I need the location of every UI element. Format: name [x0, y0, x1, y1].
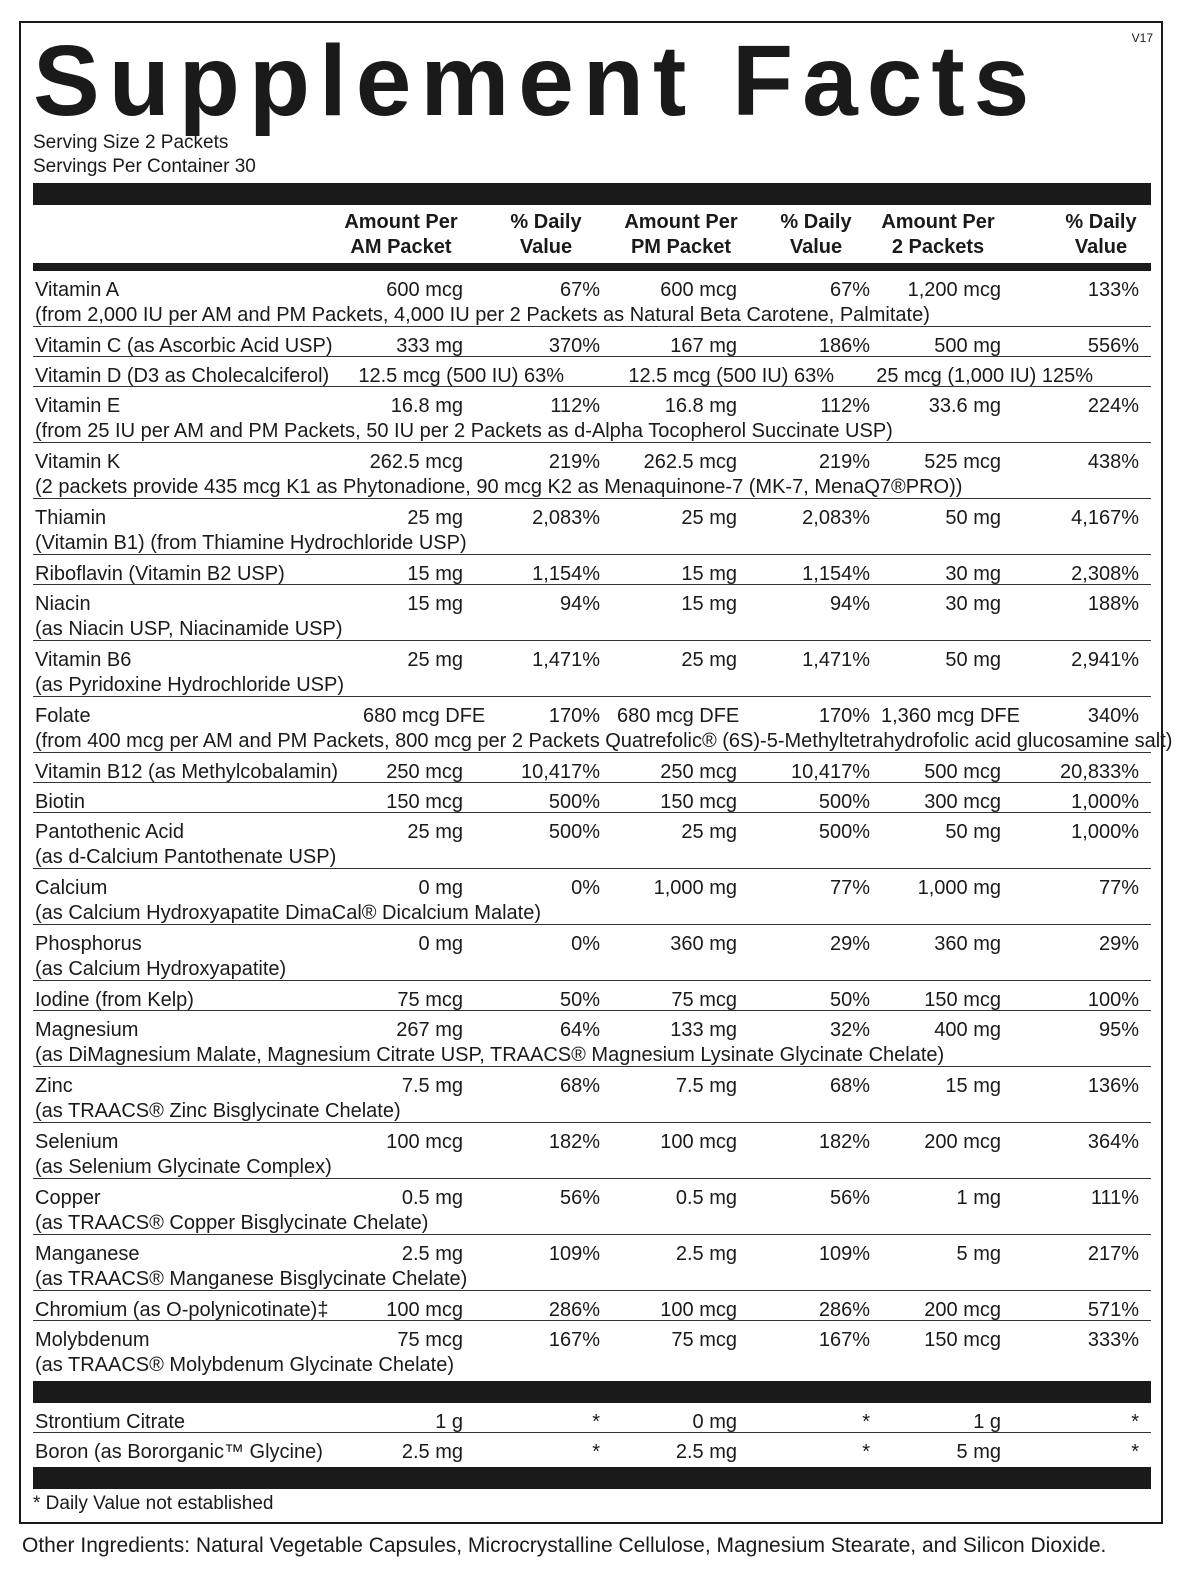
nutrient-source: (as d-Calcium Pantothenate USP) [35, 846, 337, 868]
table-row [33, 1433, 1151, 1463]
header-pm-amount: Amount Per PM Packet [624, 211, 738, 258]
pm-amount: 15 mg [681, 593, 737, 615]
am-amount: 16.8 mg [390, 395, 463, 417]
pm-daily-value: 182% [818, 1131, 870, 1153]
am-daily-value: 68% [559, 1075, 600, 1097]
two-packet-amount: 150 mcg [924, 1329, 1001, 1351]
two-packet-daily-value: 4,167% [1071, 507, 1139, 529]
nutrient-name: Pantothenic Acid [35, 821, 184, 843]
am-amount: 25 mg [407, 821, 463, 843]
two-packet-amount: 15 mg [945, 1075, 1001, 1097]
am-daily-value: * [592, 1441, 600, 1463]
panel-title: Supplement Facts [33, 25, 1039, 137]
am-amount: 2.5 mg [401, 1243, 463, 1265]
am-amount: 262.5 mcg [369, 451, 463, 473]
two-packet-daily-value: 188% [1087, 593, 1139, 615]
pm-amount: 133 mg [670, 1019, 737, 1041]
nutrient-name: Molybdenum [35, 1329, 150, 1351]
pm-amount: 0 mg [692, 1411, 737, 1433]
two-packet-daily-value: 571% [1087, 1299, 1139, 1321]
nutrient-name: Riboflavin (Vitamin B2 USP) [35, 563, 285, 585]
am-daily-value: 370% [548, 335, 600, 357]
pm-amount: 75 mcg [671, 1329, 737, 1351]
am-amount: 25 mg [407, 507, 463, 529]
pm-daily-value: 1,154% [802, 563, 870, 585]
thick-divider-bottom [33, 1467, 1151, 1489]
table-row [33, 585, 1151, 641]
pm-amount: 7.5 mg [675, 1075, 737, 1097]
pm-amount: 680 mcg DFE [617, 705, 740, 727]
table-row [33, 783, 1151, 813]
nutrient-table [33, 271, 1173, 1377]
am-daily-value: 56% [559, 1187, 600, 1209]
am-daily-value: 67% [559, 279, 600, 301]
pm-daily-value: 186% [818, 335, 870, 357]
pm-daily-value: 32% [829, 1019, 870, 1041]
table-row [33, 981, 1151, 1011]
pm-daily-value: 56% [829, 1187, 870, 1209]
am-daily-value: 64% [559, 1019, 600, 1041]
two-packet-amount: 30 mg [945, 563, 1001, 585]
am-amount: 250 mcg [386, 761, 463, 783]
pm-daily-value: 219% [818, 451, 870, 473]
am-amount: 0.5 mg [401, 1187, 463, 1209]
header-am-dv: % Daily Value [510, 211, 582, 258]
am-amount: 75 mcg [397, 1329, 463, 1351]
pm-amount: 262.5 mcg [643, 451, 737, 473]
nutrient-name: Strontium Citrate [35, 1411, 186, 1433]
nutrient-name: Iodine (from Kelp) [35, 989, 194, 1011]
pm-amount: 100 mcg [660, 1299, 737, 1321]
nutrient-source: (Vitamin B1) (from Thiamine Hydrochloride USP) [35, 532, 467, 554]
other-ingredients-table [33, 1403, 1151, 1463]
pm-daily-value: 286% [818, 1299, 870, 1321]
am-daily-value: 0% [571, 877, 600, 899]
nutrient-name: Calcium [35, 877, 108, 899]
pm-amount: 15 mg [681, 563, 737, 585]
other-ingredients: Other Ingredients: Natural Vegetable Capsules, Microcrystalline Cellulose, Magnesium Stearate, and Silicon Dioxide. [22, 1534, 1107, 1557]
two-packet-daily-value: 364% [1087, 1131, 1139, 1153]
nutrient-source: (as TRAACS® Manganese Bisglycinate Chelate) [35, 1268, 468, 1290]
nutrient-source: (as TRAACS® Copper Bisglycinate Chelate) [35, 1212, 429, 1234]
version-code: V17 [1131, 31, 1153, 45]
am-daily-value: 219% [548, 451, 600, 473]
am-amount: 15 mg [407, 563, 463, 585]
pm-amount: 600 mcg [660, 279, 737, 301]
am-amount: 0 mg [418, 877, 463, 899]
nutrient-source: (2 packets provide 435 mcg K1 as Phytonadione, 90 mcg K2 as Menaquinone-7 (MK-7, MenaQ7®PRO)) [35, 476, 963, 498]
two-packet-daily-value: 224% [1087, 395, 1139, 417]
nutrient-name: Vitamin A [35, 279, 120, 301]
nutrient-source: (as DiMagnesium Malate, Magnesium Citrate USP, TRAACS® Magnesium Lysinate Glycinate Chelate) [35, 1044, 945, 1066]
two-packet-amount: 1,360 mcg DFE [881, 705, 1020, 727]
pm-daily-value: 2,083% [802, 507, 870, 529]
header-am-amount: Amount Per AM Packet [344, 211, 458, 258]
table-row [33, 1067, 1151, 1123]
two-packet-amount: 50 mg [945, 507, 1001, 529]
table-row [33, 697, 1173, 753]
two-packet-amount: 200 mcg [924, 1299, 1001, 1321]
pm-amount: 12.5 mcg (500 IU) 63% [628, 365, 834, 387]
pm-amount: 360 mg [670, 933, 737, 955]
am-daily-value: 94% [559, 593, 600, 615]
nutrient-name: Vitamin E [35, 395, 121, 417]
pm-daily-value: 109% [818, 1243, 870, 1265]
am-amount: 75 mcg [397, 989, 463, 1011]
two-packet-daily-value: 136% [1087, 1075, 1139, 1097]
two-packet-daily-value: 217% [1087, 1243, 1139, 1265]
nutrient-source: (as Niacin USP, Niacinamide USP) [35, 618, 343, 640]
pm-amount: 25 mg [681, 649, 737, 671]
pm-daily-value: 500% [818, 791, 870, 813]
pm-daily-value: 112% [820, 395, 870, 417]
am-daily-value: 1,471% [532, 649, 600, 671]
am-daily-value: * [592, 1411, 600, 1433]
header-two-dv: % Daily Value [1065, 211, 1137, 258]
two-packet-amount: 50 mg [945, 649, 1001, 671]
two-packet-daily-value: * [1131, 1441, 1139, 1463]
two-packet-daily-value: 2,941% [1071, 649, 1139, 671]
two-packet-amount: 1 g [973, 1411, 1001, 1433]
nutrient-name: Vitamin B6 [35, 649, 132, 671]
table-row [33, 869, 1151, 925]
am-daily-value: 500% [548, 821, 600, 843]
two-packet-daily-value: 95% [1098, 1019, 1139, 1041]
nutrient-name: Boron (as Bororganic™ Glycine) [35, 1441, 323, 1463]
table-row [33, 357, 1151, 387]
am-amount: 2.5 mg [401, 1441, 463, 1463]
two-packet-amount: 33.6 mg [928, 395, 1001, 417]
am-amount: 333 mg [396, 335, 463, 357]
am-daily-value: 167% [548, 1329, 600, 1351]
pm-daily-value: 500% [818, 821, 870, 843]
supplement-facts-panel [19, 21, 1173, 1524]
pm-amount: 100 mcg [660, 1131, 737, 1153]
am-amount: 150 mcg [386, 791, 463, 813]
nutrient-name: Zinc [35, 1075, 73, 1097]
servings-per-container: Servings Per Container 30 [33, 156, 256, 177]
table-row [33, 1123, 1151, 1179]
two-packet-amount: 25 mcg (1,000 IU) 125% [876, 365, 1093, 387]
two-packet-amount: 50 mg [945, 821, 1001, 843]
table-row [33, 555, 1151, 585]
pm-amount: 0.5 mg [675, 1187, 737, 1209]
nutrient-name: Selenium [35, 1131, 119, 1153]
pm-amount: 75 mcg [671, 989, 737, 1011]
pm-amount: 150 mcg [660, 791, 737, 813]
two-packet-amount: 1,200 mcg [907, 279, 1001, 301]
table-row [33, 443, 1151, 499]
two-packet-daily-value: 1,000% [1071, 821, 1139, 843]
table-row [33, 1179, 1151, 1235]
two-packet-amount: 5 mg [956, 1441, 1001, 1463]
table-row [33, 925, 1151, 981]
pm-amount: 167 mg [670, 335, 737, 357]
pm-daily-value: * [862, 1411, 870, 1433]
nutrient-source: (from 400 mcg per AM and PM Packets, 800 mcg per 2 Packets Quatrefolic® (6S)-5-Methyltetrahydrofolic acid glucosamine salt) [35, 730, 1173, 752]
am-daily-value: 170% [548, 705, 600, 727]
table-row [33, 1321, 1151, 1377]
two-packet-amount: 300 mcg [924, 791, 1001, 813]
nutrient-name: Niacin [35, 593, 91, 615]
two-packet-daily-value: 1,000% [1071, 791, 1139, 813]
pm-daily-value: 1,471% [802, 649, 870, 671]
nutrient-name: Folate [35, 705, 91, 727]
pm-amount: 2.5 mg [675, 1243, 737, 1265]
two-packet-amount: 30 mg [945, 593, 1001, 615]
pm-daily-value: 50% [829, 989, 870, 1011]
pm-amount: 1,000 mg [653, 877, 737, 899]
two-packet-daily-value: * [1131, 1411, 1139, 1433]
pm-amount: 25 mg [681, 507, 737, 529]
am-amount: 100 mcg [386, 1131, 463, 1153]
am-amount: 25 mg [407, 649, 463, 671]
am-daily-value: 10,417% [521, 761, 600, 783]
two-packet-amount: 525 mcg [924, 451, 1001, 473]
table-row [33, 387, 1151, 443]
nutrient-name: Vitamin B12 (as Methylcobalamin) [35, 761, 339, 783]
nutrient-source: (as TRAACS® Molybdenum Glycinate Chelate) [35, 1354, 454, 1376]
am-daily-value: 112% [550, 395, 600, 417]
am-daily-value: 50% [559, 989, 600, 1011]
nutrient-source: (as Selenium Glycinate Complex) [35, 1156, 332, 1178]
table-row [33, 813, 1151, 869]
daily-value-footnote: * Daily Value not established [33, 1493, 274, 1514]
nutrient-source: (as Calcium Hydroxyapatite DimaCal® Dicalcium Malate) [35, 902, 541, 924]
pm-daily-value: 10,417% [791, 761, 870, 783]
two-packet-daily-value: 340% [1087, 705, 1139, 727]
table-row [33, 1291, 1151, 1321]
two-packet-daily-value: 77% [1098, 877, 1139, 899]
table-row [33, 1011, 1151, 1067]
pm-daily-value: 94% [829, 593, 870, 615]
am-amount: 100 mcg [386, 1299, 463, 1321]
two-packet-amount: 1 mg [956, 1187, 1001, 1209]
nutrient-source: (as TRAACS® Zinc Bisglycinate Chelate) [35, 1100, 401, 1122]
pm-amount: 16.8 mg [664, 395, 737, 417]
am-daily-value: 1,154% [532, 563, 600, 585]
two-packet-amount: 500 mcg [924, 761, 1001, 783]
two-packet-daily-value: 556% [1087, 335, 1139, 357]
nutrient-name: Manganese [35, 1243, 140, 1265]
medium-divider [33, 263, 1151, 271]
nutrient-source: (as Calcium Hydroxyapatite) [35, 958, 287, 980]
nutrient-name: Vitamin D (D3 as Cholecalciferol) [35, 365, 330, 387]
nutrient-name: Vitamin K [35, 451, 121, 473]
header-two-amount: Amount Per 2 Packets [881, 211, 995, 258]
two-packet-daily-value: 333% [1087, 1329, 1139, 1351]
pm-daily-value: 67% [829, 279, 870, 301]
am-amount: 15 mg [407, 593, 463, 615]
table-row [33, 327, 1151, 357]
am-amount: 600 mcg [386, 279, 463, 301]
am-daily-value: 500% [548, 791, 600, 813]
am-daily-value: 2,083% [532, 507, 600, 529]
table-row [33, 641, 1151, 697]
am-amount: 12.5 mcg (500 IU) 63% [358, 365, 564, 387]
am-amount: 7.5 mg [401, 1075, 463, 1097]
thick-divider-top [33, 183, 1151, 205]
am-daily-value: 286% [548, 1299, 600, 1321]
two-packet-amount: 400 mg [934, 1019, 1001, 1041]
nutrient-name: Phosphorus [35, 933, 142, 955]
pm-amount: 25 mg [681, 821, 737, 843]
pm-amount: 2.5 mg [675, 1441, 737, 1463]
table-row [33, 1403, 1151, 1433]
two-packet-amount: 360 mg [934, 933, 1001, 955]
nutrient-name: Vitamin C (as Ascorbic Acid USP) [35, 335, 333, 357]
two-packet-daily-value: 2,308% [1071, 563, 1139, 585]
nutrient-name: Biotin [35, 791, 86, 813]
am-amount: 1 g [435, 1411, 463, 1433]
two-packet-amount: 500 mg [934, 335, 1001, 357]
two-packet-amount: 200 mcg [924, 1131, 1001, 1153]
table-row [33, 753, 1151, 783]
two-packet-amount: 5 mg [956, 1243, 1001, 1265]
nutrient-name: Copper [35, 1187, 101, 1209]
two-packet-daily-value: 29% [1098, 933, 1139, 955]
header-pm-dv: % Daily Value [780, 211, 852, 258]
two-packet-daily-value: 20,833% [1060, 761, 1139, 783]
two-packet-daily-value: 111% [1090, 1187, 1139, 1209]
table-row [33, 499, 1151, 555]
nutrient-name: Thiamin [35, 507, 107, 529]
two-packet-amount: 1,000 mg [917, 877, 1001, 899]
am-amount: 680 mcg DFE [363, 705, 486, 727]
serving-size: Serving Size 2 Packets [33, 132, 229, 153]
nutrient-source: (from 25 IU per AM and PM Packets, 50 IU per 2 Packets as d-Alpha Tocopherol Succinate USP) [35, 420, 893, 442]
am-daily-value: 182% [548, 1131, 600, 1153]
pm-daily-value: * [862, 1441, 870, 1463]
pm-amount: 250 mcg [660, 761, 737, 783]
table-row [33, 1235, 1151, 1291]
pm-daily-value: 167% [818, 1329, 870, 1351]
nutrient-name: Chromium (as O-polynicotinate)‡ [35, 1299, 329, 1321]
am-daily-value: 0% [571, 933, 600, 955]
pm-daily-value: 29% [829, 933, 870, 955]
two-packet-daily-value: 100% [1087, 989, 1139, 1011]
nutrient-source: (as Pyridoxine Hydrochloride USP) [35, 674, 345, 696]
nutrient-name: Magnesium [35, 1019, 139, 1041]
pm-daily-value: 68% [829, 1075, 870, 1097]
am-amount: 267 mg [396, 1019, 463, 1041]
pm-daily-value: 170% [818, 705, 870, 727]
two-packet-daily-value: 133% [1087, 279, 1139, 301]
nutrient-source: (from 2,000 IU per AM and PM Packets, 4,000 IU per 2 Packets as Natural Beta Carotene, Palmitate) [35, 304, 930, 326]
two-packet-daily-value: 438% [1087, 451, 1139, 473]
table-row [33, 271, 1151, 327]
pm-daily-value: 77% [829, 877, 870, 899]
thick-divider-middle [33, 1381, 1151, 1403]
two-packet-amount: 150 mcg [924, 989, 1001, 1011]
am-daily-value: 109% [548, 1243, 600, 1265]
am-amount: 0 mg [418, 933, 463, 955]
